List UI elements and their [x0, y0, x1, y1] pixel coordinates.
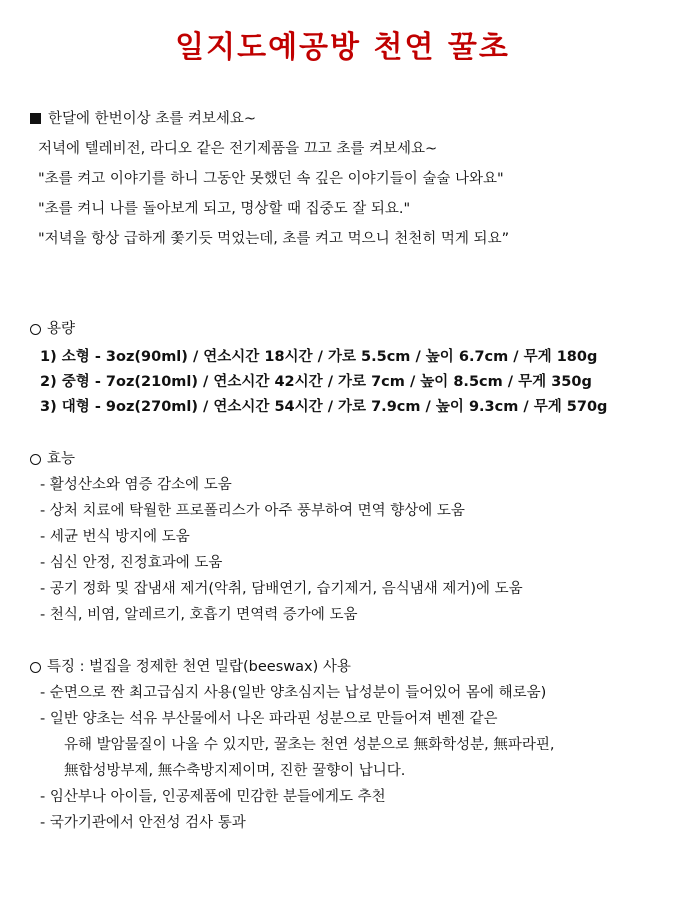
effect-item: - 상처 치료에 탁월한 프로폴리스가 아주 풍부하여 면역 향상에 도움: [40, 503, 465, 519]
capacity-item: 2) 중형 - 7oz(210ml) / 연소시간 42시간 / 가로 7cm / 높이 8.5cm / 무게 350g: [40, 374, 592, 390]
features-heading: [30, 658, 351, 676]
effect-item: - 천식, 비염, 알레르기, 호흡기 면역력 증가에 도움: [40, 607, 358, 623]
intro-line: "초를 켜고 이야기를 하니 그동안 못했던 속 깊은 이야기들이 술술 나와요": [38, 171, 504, 187]
circle-bullet-icon: [30, 662, 41, 673]
feature-item-continued: 無합성방부제, 無수축방지제이며, 진한 꿀향이 납니다.: [64, 763, 406, 779]
intro-heading-text: 한달에 한번이상 초를 켜보세요~: [48, 111, 257, 127]
intro-line: 저녁에 텔레비전, 라디오 같은 전기제품을 끄고 초를 켜보세요~: [38, 141, 438, 157]
effect-item: - 공기 정화 및 잡냄새 제거(악취, 담배연기, 습기제거, 음식냄새 제거)에 도움: [40, 581, 523, 597]
effect-item: - 심신 안정, 진정효과에 도움: [40, 555, 223, 571]
effect-item: - 활성산소와 염증 감소에 도움: [40, 477, 232, 493]
intro-line: "초를 켜니 나를 돌아보게 되고, 명상할 때 집중도 잘 되요.": [38, 201, 411, 217]
feature-item: - 일반 양초는 석유 부산물에서 나온 파라핀 성분으로 만들어져 벤젠 같은: [40, 711, 498, 727]
page-title: 일지도예공방 천연 꿀초: [175, 30, 510, 65]
capacity-item: 3) 대형 - 9oz(270ml) / 연소시간 54시간 / 가로 7.9cm / 높이 9.3cm / 무게 570g: [40, 399, 608, 415]
intro-line: "저녁을 항상 급하게 쫓기듯 먹었는데, 초를 켜고 먹으니 천천히 먹게 되요”: [38, 231, 510, 247]
intro-heading: [30, 110, 256, 128]
feature-item: - 임산부나 아이들, 인공제품에 민감한 분들에게도 추천: [40, 789, 386, 805]
capacity-heading: [30, 320, 75, 338]
features-heading-text: 특징 : 벌집을 정제한 천연 밀랍(beeswax) 사용: [47, 659, 351, 675]
feature-item: - 국가기관에서 안전성 검사 통과: [40, 815, 246, 831]
effects-heading: [30, 450, 75, 468]
capacity-item: 1) 소형 - 3oz(90ml) / 연소시간 18시간 / 가로 5.5cm / 높이 6.7cm / 무게 180g: [40, 349, 598, 365]
effect-item: - 세균 번식 방지에 도움: [40, 529, 190, 545]
circle-bullet-icon: [30, 454, 41, 465]
effects-heading-text: 효능: [47, 451, 76, 467]
circle-bullet-icon: [30, 324, 41, 335]
capacity-heading-text: 용량: [47, 321, 76, 337]
feature-item-continued: 유해 발암물질이 나올 수 있지만, 꿀초는 천연 성분으로 無화학성분, 無파라핀,: [64, 737, 555, 753]
feature-item: - 순면으로 짠 최고급심지 사용(일반 양초심지는 납성분이 들어있어 몸에 해로움): [40, 685, 547, 701]
square-bullet-icon: [30, 113, 41, 124]
